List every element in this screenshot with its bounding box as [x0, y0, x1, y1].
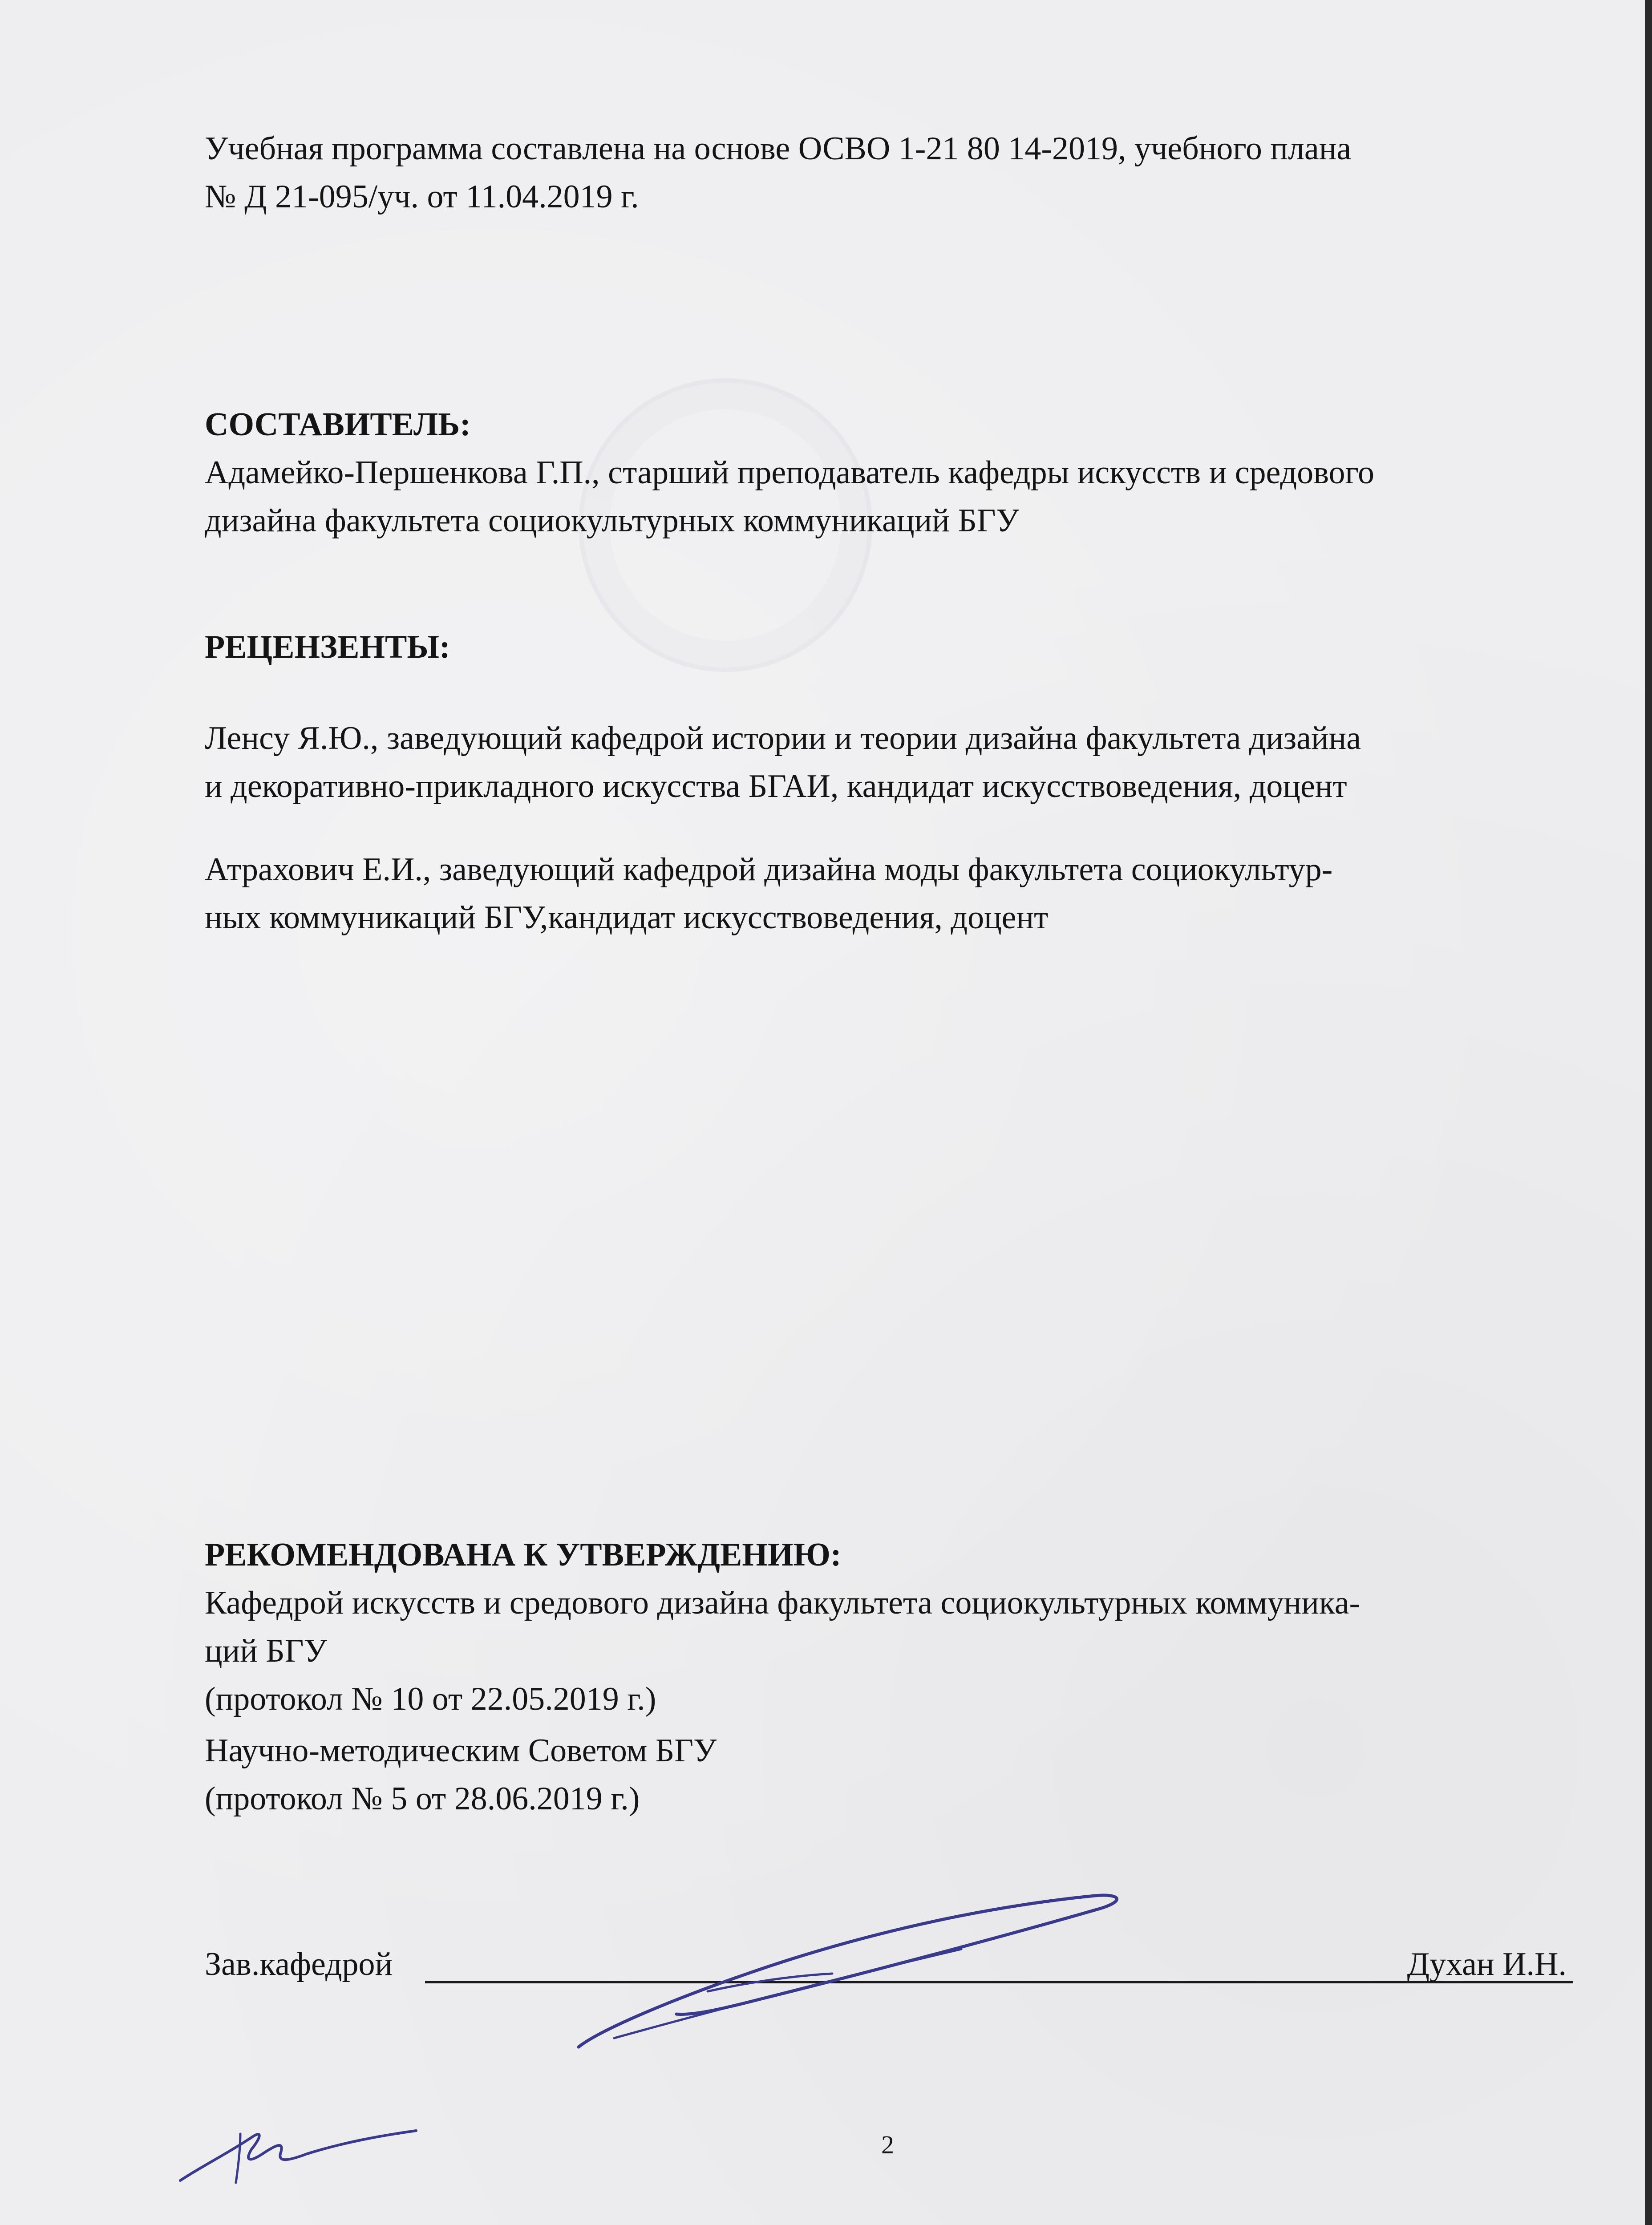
reviewers-section — [205, 623, 1593, 671]
recommended-dept-protocol: (протокол № 10 от 22.05.2019 г.) — [205, 1681, 656, 1717]
intro-paragraph — [205, 125, 1593, 221]
reviewer-2-line-1: Атрахович Е.И., заведующий кафедрой дизайна моды факультета социокультур- — [205, 851, 1333, 888]
compiler-line-1: Адамейко-Першенкова Г.П., старший преподаватель кафедры искусств и средового — [205, 454, 1375, 491]
recommended-dept-line-2: ций БГУ — [205, 1633, 327, 1669]
page-number: 2 — [881, 2130, 894, 2159]
council-section — [205, 1727, 1593, 1823]
reviewers-heading: РЕЦЕНЗЕНТЫ: — [205, 629, 450, 665]
reviewer-1 — [205, 714, 1593, 810]
handwritten-signature — [561, 1882, 1139, 2069]
compiler-section — [205, 400, 1593, 545]
reviewer-1-line-2: и декоративно-прикладного искусства БГАИ, кандидат искусствоведения, доцент — [205, 768, 1347, 805]
recommended-heading: РЕКОМЕНДОВАНА К УТВЕРЖДЕНИЮ: — [205, 1537, 842, 1573]
compiler-heading: СОСТАВИТЕЛЬ: — [205, 406, 471, 443]
reviewer-2 — [205, 846, 1593, 942]
signature-label: Зав.кафедрой — [205, 1946, 393, 1982]
compiler-line-2: дизайна факультета социокультурных коммуникаций БГУ — [205, 502, 1019, 539]
council-line-1: Научно-методическим Советом БГУ — [205, 1732, 717, 1769]
intro-line-2: № Д 21-095/уч. от 11.04.2019 г. — [205, 178, 639, 215]
council-protocol: (протокол № 5 от 28.06.2019 г.) — [205, 1780, 640, 1817]
intro-line-1: Учебная программа составлена на основе ОСВО 1-21 80 14-2019, учебного плана — [205, 130, 1352, 167]
reviewer-2-line-2: ных коммуникаций БГУ,кандидат искусствоведения, доцент — [205, 899, 1049, 936]
recommended-section — [205, 1531, 1593, 1723]
handwritten-initials — [174, 2118, 423, 2189]
recommended-dept-line-1: Кафедрой искусств и средового дизайна факультета социокультурных коммуника- — [205, 1585, 1360, 1621]
reviewer-1-line-1: Ленсу Я.Ю., заведующий кафедрой истории и теории дизайна факультета дизайна — [205, 720, 1361, 756]
signature-name: Духан И.Н. — [1407, 1946, 1567, 1982]
